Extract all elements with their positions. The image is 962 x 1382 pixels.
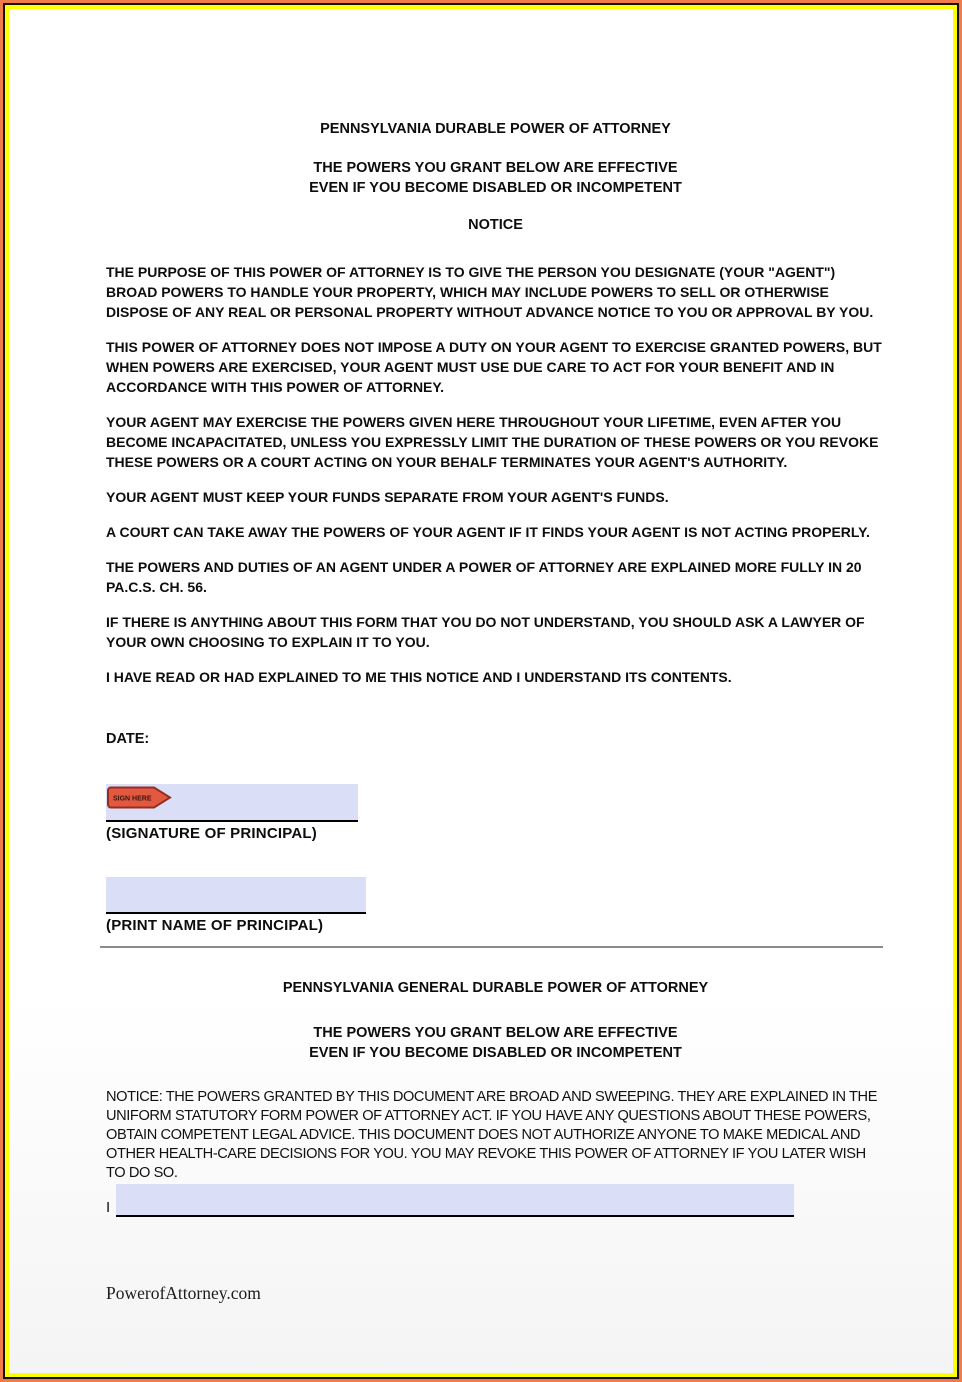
i-prefix: I	[106, 1199, 111, 1216]
sign-here-tag[interactable]	[107, 786, 173, 809]
paragraph-pacs-ch56: THE POWERS AND DUTIES OF AN AGENT UNDER A POWER OF ATTORNEY ARE EXPLAINED MORE FULLY IN 20 PA.C.S. CH. 56.	[106, 559, 862, 595]
section2-subtitle-line-2: EVEN IF YOU BECOME DISABLED OR INCOMPETENT	[309, 1045, 682, 1061]
section-divider	[100, 946, 883, 948]
section2-subtitle-line-1: THE POWERS YOU GRANT BELOW ARE EFFECTIVE	[313, 1025, 678, 1041]
subtitle-line-1: THE POWERS YOU GRANT BELOW ARE EFFECTIVE	[313, 160, 678, 176]
date-label: DATE:	[106, 731, 150, 747]
principal-declaration-row	[106, 1184, 885, 1217]
notice-heading: NOTICE	[468, 217, 523, 233]
section2-title: PENNSYLVANIA GENERAL DURABLE POWER OF ATTORNEY	[282, 980, 709, 996]
paragraph-purpose: THE PURPOSE OF THIS POWER OF ATTORNEY IS TO GIVE THE PERSON YOU DESIGNATE (YOUR "AGENT") BROAD POWERS TO HANDLE YOUR PROPERTY, WHICH MAY INCLUDE POWERS TO SELL OR OTHERWISE DISPOSE OF ANY REAL OR PERSONAL PROPERTY WITHOUT ADVANCE NOTICE TO YOU OR APPROVAL BY YOU.	[106, 264, 874, 320]
principal-name-input-field[interactable]	[116, 1184, 794, 1217]
document-subtitle	[106, 158, 885, 198]
document-title: PENNSYLVANIA DURABLE POWER OF ATTORNEY	[320, 121, 671, 137]
document-content	[12, 12, 950, 1370]
section2-notice-paragraph: NOTICE: THE POWERS GRANTED BY THIS DOCUMENT ARE BROAD AND SWEEPING. THEY ARE EXPLAINED IN THE UNIFORM STATUTORY FORM POWER OF ATTORNEY ACT. IF YOU HAVE ANY QUESTIONS ABOUT THESE POWERS, OBTAIN COMPETENT LEGAL ADVICE. THIS DOCUMENT DOES NOT AUTHORIZE ANYONE TO MAKE MEDICAL AND OTHER HEALTH-CARE DECISIONS FOR YOU. YOU MAY REVOKE THIS POWER OF ATTORNEY IF YOU LATER WISH TO DO SO.	[106, 1089, 878, 1181]
signature-of-principal-field[interactable]	[106, 784, 358, 822]
sign-here-label: SIGN HERE	[113, 795, 152, 803]
signature-label: (SIGNATURE OF PRINCIPAL)	[106, 825, 317, 842]
paragraph-funds-separate: YOUR AGENT MUST KEEP YOUR FUNDS SEPARATE FROM YOUR AGENT'S FUNDS.	[106, 489, 669, 505]
paragraph-lifetime: YOUR AGENT MAY EXERCISE THE POWERS GIVEN HERE THROUGHOUT YOUR LIFETIME, EVEN AFTER YOU BECOME INCAPACITATED, UNLESS YOU EXPRESSLY LIMIT THE DURATION OF THESE POWERS OR YOU REVOKE THESE POWERS OR A COURT ACTING ON YOUR BEHALF TERMINATES YOUR AGENT'S AUTHORITY.	[106, 414, 879, 470]
print-name-of-principal-field[interactable]	[106, 877, 366, 914]
footer-website-link[interactable]: PowerofAttorney.com	[106, 1283, 261, 1303]
section2-subtitle	[106, 1023, 885, 1063]
subtitle-line-2: EVEN IF YOU BECOME DISABLED OR INCOMPETENT	[309, 180, 682, 196]
paragraph-ask-lawyer: IF THERE IS ANYTHING ABOUT THIS FORM THAT YOU DO NOT UNDERSTAND, YOU SHOULD ASK A LAWYER OF YOUR OWN CHOOSING TO EXPLAIN IT TO YOU.	[106, 614, 865, 650]
print-name-label: (PRINT NAME OF PRINCIPAL)	[106, 917, 324, 934]
paragraph-acknowledgment: I HAVE READ OR HAD EXPLAINED TO ME THIS NOTICE AND I UNDERSTAND ITS CONTENTS.	[106, 669, 732, 685]
paragraph-court-powers: A COURT CAN TAKE AWAY THE POWERS OF YOUR AGENT IF IT FINDS YOUR AGENT IS NOT ACTING PROPERLY.	[106, 524, 870, 540]
paragraph-no-duty: THIS POWER OF ATTORNEY DOES NOT IMPOSE A DUTY ON YOUR AGENT TO EXERCISE GRANTED POWERS, BUT WHEN POWERS ARE EXERCISED, YOUR AGENT MUST USE DUE CARE TO ACT FOR YOUR BENEFIT AND IN ACCORDANCE WITH THIS POWER OF ATTORNEY.	[106, 339, 882, 395]
